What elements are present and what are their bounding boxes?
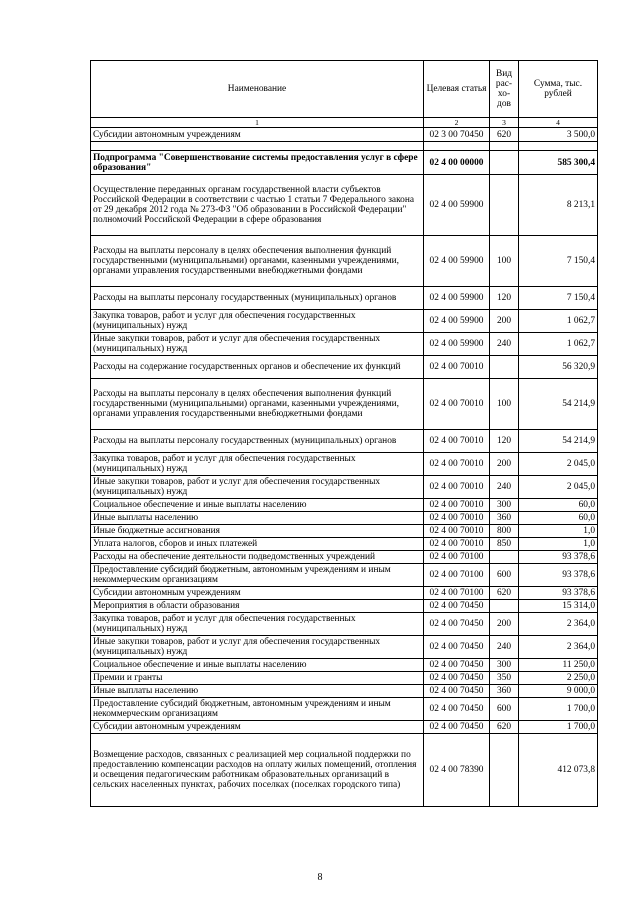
- cell-sum: 15 314,0: [519, 600, 598, 613]
- cell-sum: 1,0: [519, 538, 598, 551]
- cell-sum: 2 045,0: [519, 476, 598, 499]
- spacer-cell: [91, 142, 424, 151]
- table-row: [91, 310, 598, 333]
- cell-sum: 585 300,4: [519, 151, 598, 175]
- cell-name: Закупка товаров, работ и услуг для обеспечения государственных (муниципальных) нужд: [91, 613, 424, 636]
- cell-sum: 93 378,6: [519, 551, 598, 564]
- cell-sum: 1 700,0: [519, 698, 598, 721]
- cell-vid: 240: [490, 636, 519, 659]
- cell-name: Предоставление субсидий бюджетным, автономным учреждениям и иным некоммерческим организациям: [91, 698, 424, 721]
- cell-vid: [490, 551, 519, 564]
- cell-vid: 200: [490, 453, 519, 476]
- cell-code: 02 4 00 00000: [424, 151, 490, 175]
- cell-vid: 620: [490, 128, 519, 142]
- cell-sum: 1 062,7: [519, 310, 598, 333]
- table-row: [91, 636, 598, 659]
- cell-sum: 2 250,0: [519, 672, 598, 685]
- header-code: Целевая статья: [424, 61, 490, 118]
- cell-sum: 8 213,1: [519, 175, 598, 236]
- cell-sum: 60,0: [519, 512, 598, 525]
- cell-code: 02 4 00 70450: [424, 721, 490, 734]
- cell-vid: 620: [490, 587, 519, 600]
- cell-code: 02 4 00 70010: [424, 512, 490, 525]
- cell-code: 02 4 00 70010: [424, 356, 490, 379]
- column-number: 2: [424, 118, 490, 128]
- cell-name: Расходы на выплаты персоналу государственных (муниципальных) органов: [91, 287, 424, 310]
- column-number-row: [91, 118, 598, 128]
- cell-name: Предоставление субсидий бюджетным, автономным учреждениям и иным некоммерческим организациям: [91, 564, 424, 587]
- cell-name: Расходы на выплаты персоналу в целях обеспечения выполнения функций государственными (муниципальными) органами, казенными учреждениями, органами управления государственными внебюджетными фондами: [91, 236, 424, 287]
- cell-name: Иные бюджетные ассигнования: [91, 525, 424, 538]
- cell-vid: 300: [490, 499, 519, 512]
- cell-vid: 240: [490, 333, 519, 356]
- table-row: [91, 587, 598, 600]
- spacer-cell: [519, 142, 598, 151]
- table-row: [91, 453, 598, 476]
- table-row: [91, 564, 598, 587]
- spacer-row: [91, 142, 598, 151]
- cell-code: 02 4 00 70010: [424, 499, 490, 512]
- cell-sum: 54 214,9: [519, 430, 598, 453]
- cell-name: Иные выплаты населению: [91, 685, 424, 698]
- cell-sum: 412 073,8: [519, 734, 598, 807]
- cell-sum: 1,0: [519, 525, 598, 538]
- cell-sum: 93 378,6: [519, 587, 598, 600]
- cell-code: 02 4 00 70450: [424, 613, 490, 636]
- table-row: [91, 538, 598, 551]
- table-row: [91, 499, 598, 512]
- cell-name: Субсидии автономным учреждениям: [91, 128, 424, 142]
- cell-name: Закупка товаров, работ и услуг для обеспечения государственных (муниципальных) нужд: [91, 310, 424, 333]
- cell-code: 02 4 00 59900: [424, 175, 490, 236]
- header-name: Наименование: [91, 61, 424, 118]
- cell-sum: 93 378,6: [519, 564, 598, 587]
- cell-name: Иные закупки товаров, работ и услуг для обеспечения государственных (муниципальных) нужд: [91, 636, 424, 659]
- cell-code: 02 4 00 70450: [424, 698, 490, 721]
- cell-vid: 240: [490, 476, 519, 499]
- cell-vid: 850: [490, 538, 519, 551]
- table-row: [91, 512, 598, 525]
- cell-sum: 9 000,0: [519, 685, 598, 698]
- cell-code: 02 4 00 70010: [424, 476, 490, 499]
- table-row: [91, 721, 598, 734]
- table-row: [91, 356, 598, 379]
- table-header-row: [91, 61, 598, 118]
- cell-name: Субсидии автономным учреждениям: [91, 587, 424, 600]
- column-number: 3: [490, 118, 519, 128]
- table-row: [91, 476, 598, 499]
- cell-code: 02 4 00 70010: [424, 525, 490, 538]
- cell-sum: 60,0: [519, 499, 598, 512]
- cell-code: 02 4 00 70100: [424, 564, 490, 587]
- cell-name: Социальное обеспечение и иные выплаты населению: [91, 499, 424, 512]
- table-row: [91, 333, 598, 356]
- cell-vid: [490, 600, 519, 613]
- cell-vid: [490, 356, 519, 379]
- cell-name: Расходы на выплаты персоналу государственных (муниципальных) органов: [91, 430, 424, 453]
- cell-vid: 200: [490, 613, 519, 636]
- cell-code: 02 4 00 70450: [424, 659, 490, 672]
- cell-vid: 120: [490, 430, 519, 453]
- table-row: [91, 600, 598, 613]
- cell-vid: 600: [490, 564, 519, 587]
- cell-vid: 300: [490, 659, 519, 672]
- table-row: [91, 698, 598, 721]
- table-body: [91, 128, 598, 807]
- cell-name: Субсидии автономным учреждениям: [91, 721, 424, 734]
- cell-sum: 2 364,0: [519, 636, 598, 659]
- cell-code: 02 4 00 70010: [424, 379, 490, 430]
- cell-code: 02 4 00 70450: [424, 685, 490, 698]
- cell-code: 02 4 00 70100: [424, 551, 490, 564]
- cell-sum: 2 364,0: [519, 613, 598, 636]
- cell-code: 02 4 00 70450: [424, 636, 490, 659]
- cell-code: 02 4 00 70450: [424, 672, 490, 685]
- cell-vid: 800: [490, 525, 519, 538]
- cell-name: Осуществление переданных органам государственной власти субъектов Российской Федерации в соответствии с частью 1 статьи 7 Федерального закона от 29 декабря 2012 года № 273-ФЗ "Об образовании в Российской Федерации" полномочий Российской Федерации в сфере образования: [91, 175, 424, 236]
- table-row: [91, 175, 598, 236]
- cell-name: Иные закупки товаров, работ и услуг для обеспечения государственных (муниципальных) нужд: [91, 476, 424, 499]
- cell-code: 02 4 00 70450: [424, 600, 490, 613]
- column-number: 1: [91, 118, 424, 128]
- table-row: [91, 151, 598, 175]
- cell-vid: 600: [490, 698, 519, 721]
- cell-vid: 360: [490, 685, 519, 698]
- cell-code: 02 4 00 70010: [424, 430, 490, 453]
- cell-code: 02 4 00 70100: [424, 587, 490, 600]
- cell-name: Уплата налогов, сборов и иных платежей: [91, 538, 424, 551]
- cell-vid: [490, 175, 519, 236]
- cell-code: 02 3 00 70450: [424, 128, 490, 142]
- cell-name: Возмещение расходов, связанных с реализацией мер социальной поддержки по предоставлению компенсации расходов на оплату жилых помещений, отопления и освещения педагогическим работникам образовательных организаций в сельских населенных пунктах, рабочих поселках (поселках городского типа): [91, 734, 424, 807]
- page-number: 8: [317, 872, 323, 883]
- header-sum: Сумма, тыс. рублей: [519, 61, 598, 118]
- cell-vid: 100: [490, 379, 519, 430]
- table-row: [91, 685, 598, 698]
- table-row: [91, 525, 598, 538]
- cell-name: Премии и гранты: [91, 672, 424, 685]
- cell-name: Иные закупки товаров, работ и услуг для обеспечения государственных (муниципальных) нужд: [91, 333, 424, 356]
- cell-code: 02 4 00 59900: [424, 333, 490, 356]
- cell-name: Закупка товаров, работ и услуг для обеспечения государственных (муниципальных) нужд: [91, 453, 424, 476]
- cell-sum: 1 700,0: [519, 721, 598, 734]
- cell-code: 02 4 00 78390: [424, 734, 490, 807]
- cell-name: Социальное обеспечение и иные выплаты населению: [91, 659, 424, 672]
- cell-sum: 11 250,0: [519, 659, 598, 672]
- table-row: [91, 659, 598, 672]
- table-row: [91, 551, 598, 564]
- cell-sum: 7 150,4: [519, 287, 598, 310]
- cell-sum: 54 214,9: [519, 379, 598, 430]
- cell-code: 02 4 00 59900: [424, 287, 490, 310]
- spacer-cell: [490, 142, 519, 151]
- cell-name: Мероприятия в области образования: [91, 600, 424, 613]
- cell-vid: 200: [490, 310, 519, 333]
- table-row: [91, 430, 598, 453]
- cell-code: 02 4 00 59900: [424, 310, 490, 333]
- cell-sum: 3 500,0: [519, 128, 598, 142]
- cell-name: Иные выплаты населению: [91, 512, 424, 525]
- cell-code: 02 4 00 70010: [424, 453, 490, 476]
- table-row: [91, 236, 598, 287]
- spacer-cell: [424, 142, 490, 151]
- cell-vid: [490, 734, 519, 807]
- cell-code: 02 4 00 70010: [424, 538, 490, 551]
- cell-sum: 1 062,7: [519, 333, 598, 356]
- cell-vid: 360: [490, 512, 519, 525]
- budget-table: [90, 60, 598, 807]
- cell-name: Расходы на выплаты персоналу в целях обеспечения выполнения функций государственными (муниципальными) органами, казенными учреждениями, органами управления государственными внебюджетными фондами: [91, 379, 424, 430]
- cell-name: Подпрограмма "Совершенствование системы предоставления услуг в сфере образования": [91, 151, 424, 175]
- table-row: [91, 672, 598, 685]
- cell-sum: 7 150,4: [519, 236, 598, 287]
- column-number: 4: [519, 118, 598, 128]
- cell-sum: 56 320,9: [519, 356, 598, 379]
- table-row: [91, 287, 598, 310]
- cell-name: Расходы на содержание государственных органов и обеспечение их функций: [91, 356, 424, 379]
- cell-vid: 350: [490, 672, 519, 685]
- cell-code: 02 4 00 59900: [424, 236, 490, 287]
- cell-name: Расходы на обеспечение деятельности подведомственных учреждений: [91, 551, 424, 564]
- cell-sum: 2 045,0: [519, 453, 598, 476]
- cell-vid: 120: [490, 287, 519, 310]
- cell-vid: 100: [490, 236, 519, 287]
- cell-vid: 620: [490, 721, 519, 734]
- cell-vid: [490, 151, 519, 175]
- table-row: [91, 128, 598, 142]
- table-row: [91, 379, 598, 430]
- table-row: [91, 734, 598, 807]
- header-vid: Вид рас-хо-дов: [490, 61, 519, 118]
- table-row: [91, 613, 598, 636]
